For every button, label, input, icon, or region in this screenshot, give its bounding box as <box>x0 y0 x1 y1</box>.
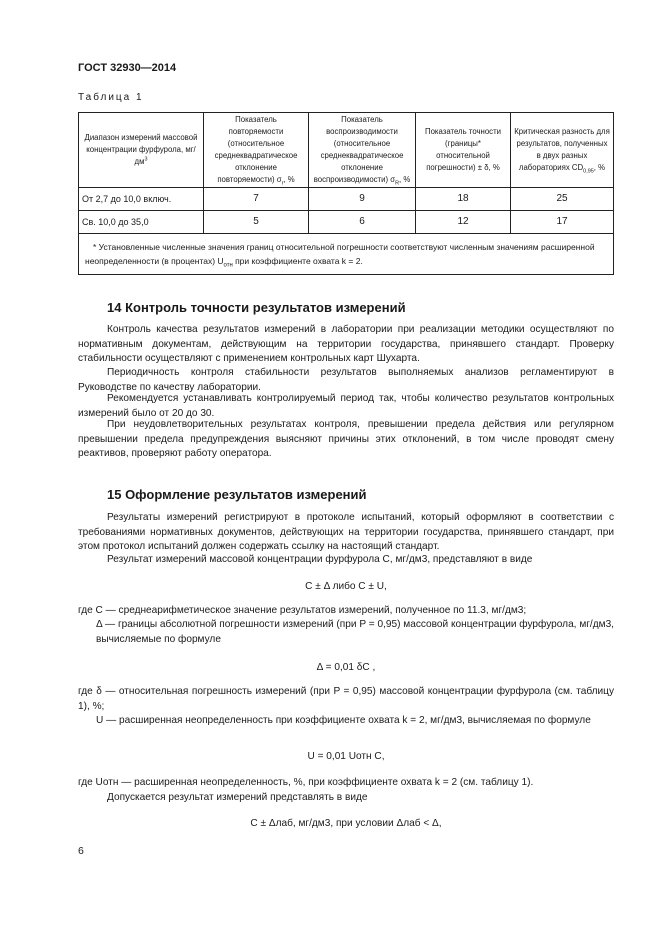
table-row <box>79 188 614 211</box>
header-reproducibility: Показатель воспроизводимости (относительное среднеквадратическое отклонение воспроизводимости) $\sigma_R$, % <box>309 113 416 188</box>
cell-repeatability: 5 <box>204 211 309 234</box>
header-repeatability: Показатель повторяемости (относительное среднеквадратическое отклонение повторяемости) $\sigma_r$, % <box>204 113 309 188</box>
header-critical-difference: Критическая разность для результатов, полученных в двух разных лабораториях $CD_{0,95}$, % <box>511 113 614 188</box>
table-footnote-row <box>79 234 614 275</box>
header-range: Диапазон измерений массовой концентрации фурфурола, $мг/дм^3$ <box>79 113 204 188</box>
cell-critical-difference: 25 <box>511 188 614 211</box>
cell-range: От 2,7 до 10,0 включ. <box>79 188 204 211</box>
formula-delta: Δ = 0,01 δC , <box>316 662 376 673</box>
s15-paragraph: Результаты измерений регистрируют в протоколе испытаний, который оформляют в соответствии с требованиями нормативных документов, действующих на территории государства, принявшего стандарт, при этом протокол испытаний должен содержать ссылку на настоящий стандарт. <box>78 512 614 552</box>
table-header-row <box>79 113 614 188</box>
section-15-title: 15 Оформление результатов измерений <box>107 487 367 502</box>
table-row <box>79 211 614 234</box>
s15-paragraph: Результат измерений массовой концентрации фурфурола C, мг/дм3, представляют в виде <box>107 554 533 565</box>
cell-critical-difference: 17 <box>511 211 614 234</box>
table-footnote: * Установленные численные значения границ относительной погрешности соответствуют численным значениям расширенной неопределенности (в процентах) $U_{отн}$ при коэффициенте охвата k = 2. <box>79 234 614 275</box>
cell-repeatability: 7 <box>204 188 309 211</box>
formula-result: C ± Δ либо C ± U, <box>305 581 387 592</box>
formula-lab: C ± Δлаб, мг/дм3, при условии Δлаб < Δ, <box>250 818 442 829</box>
definition-u-rel: где Uотн — расширенная неопределенность, %, при коэффициенте охвата k = 2 (см. таблицу 1). <box>78 777 534 788</box>
definition-delta: Δ — границы абсолютной погрешности измерений (при P = 0,95) массовой концентрации фурфурола, мг/дм3, вычисляемые по формуле <box>96 619 614 645</box>
table-caption: Таблица 1 <box>78 92 144 103</box>
header-accuracy: Показатель точности (границы* относительной погрешности) ± δ, % <box>416 113 511 188</box>
definition-delta-rel: где δ — относительная погрешность измерений (при P = 0,95) массовой концентрации фурфурола (см. таблицу 1), %; <box>78 686 614 712</box>
cell-reproducibility: 9 <box>309 188 416 211</box>
definition-c: где C — среднеарифметическое значение результатов измерений, полученное по 11.3, мг/дм3; <box>78 605 527 616</box>
cell-accuracy: 18 <box>416 188 511 211</box>
cell-reproducibility: 6 <box>309 211 416 234</box>
definition-u: U — расширенная неопределенность при коэффициенте охвата k = 2, мг/дм3, вычисляемая по формуле <box>96 715 591 726</box>
accuracy-table <box>78 112 614 275</box>
formula-u: U = 0,01 Uотн C, <box>307 751 385 762</box>
cell-accuracy: 12 <box>416 211 511 234</box>
page-number: 6 <box>78 845 84 857</box>
s14-paragraph: Периодичность контроля стабильности результатов выполняемых анализов регламентируют в Руководстве по качеству лаборатории. <box>78 367 614 393</box>
cell-range: Св. 10,0 до 35,0 <box>79 211 204 234</box>
s14-paragraph: При неудовлетворительных результатах контроля, превышении предела действия или регулярном превышении предела предупреждения выясняют причины этих отклонений, в том числе проводят смену реактивов, проверяют работу оператора. <box>78 419 614 459</box>
document-code: ГОСТ 32930—2014 <box>78 62 177 74</box>
s15-paragraph: Допускается результат измерений представлять в виде <box>107 792 368 803</box>
section-14-title: 14 Контроль точности результатов измерений <box>107 300 406 315</box>
s14-paragraph: Рекомендуется устанавливать контролируемый период так, чтобы количество результатов контрольных измерений было от 20 до 30. <box>78 393 614 419</box>
s14-paragraph: Контроль качества результатов измерений в лаборатории при реализации методики осуществляют по нормативным документам, действующим на территории государства, принявшего стандарт. Проверку стабильности осуществляют с применением контрольных карт Шухарта. <box>78 324 614 364</box>
